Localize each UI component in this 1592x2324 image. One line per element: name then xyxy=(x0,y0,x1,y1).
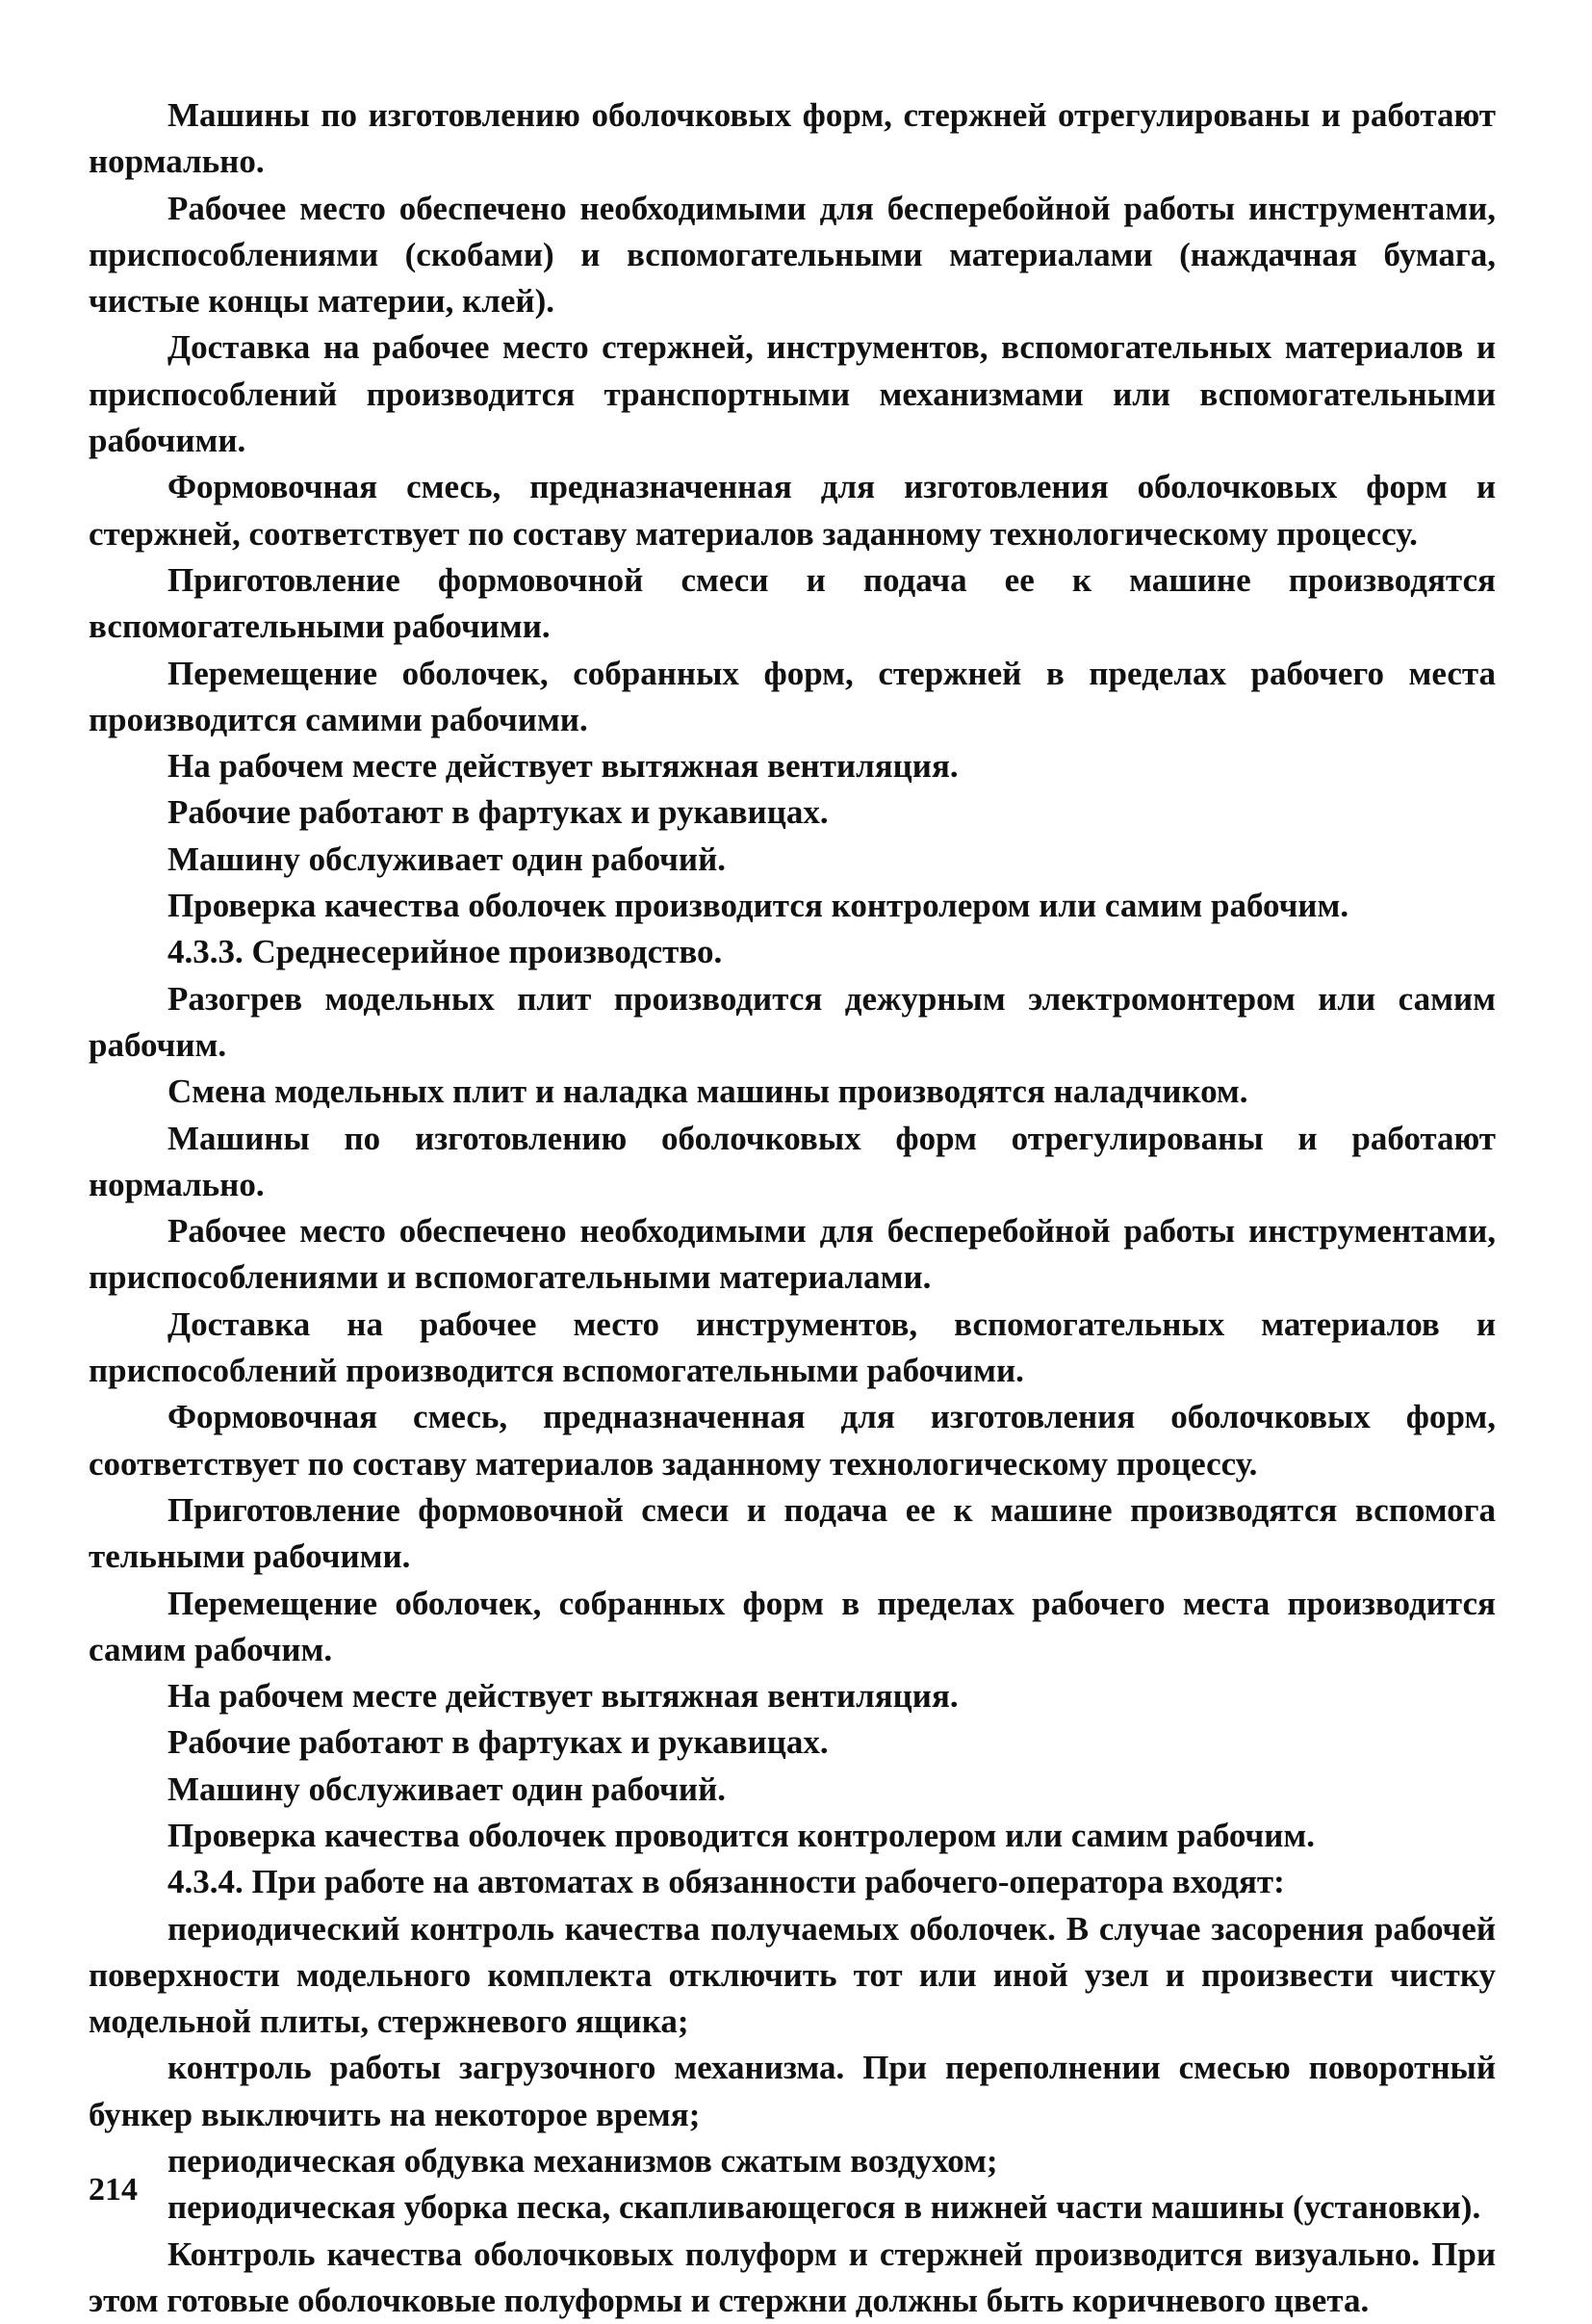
list-item: периодический контроль качества получаемых оболочек. В случае засорения рабочей поверхности модельного комплекта отключить тот или иной узел и произвести чистку модельной плиты, стержневого ящика; xyxy=(89,1909,1496,2041)
paragraph: На рабочем месте действует вытяжная вентиляция. xyxy=(167,747,959,786)
paragraph: Машину обслуживает один рабочий. xyxy=(167,1769,726,1808)
paragraph: Машины по изготовлению оболочковых форм, стержней отрегулированы и работают нормально. xyxy=(89,96,1496,181)
paragraph: Контроль качества оболочковых полуформ и стержней производится визуально. При этом готовые оболочковые полуформы и стержни должны быть коричневого цвета. xyxy=(89,2234,1496,2319)
paragraph: Рабочее место обеспечено необходимыми для бесперебойной работы инструментами, приспособлениями (скобами) и вспомогательными материалами (наждачная бумага, чистые концы материи, клей). xyxy=(89,189,1496,321)
paragraph: Рабочие работают в фартуках и рукавицах. xyxy=(167,793,829,832)
paragraph: Разогрев модельных плит производится дежурным электромонтером или самим рабочим. xyxy=(89,979,1496,1064)
paragraph: Смена модельных плит и наладка машины производятся наладчиком. xyxy=(167,1072,1248,1111)
paragraph: На рабочем месте действует вытяжная вентиляция. xyxy=(167,1677,959,1716)
paragraph: Рабочие работают в фартуках и рукавицах. xyxy=(167,1723,829,1762)
paragraph: Доставка на рабочее место стержней, инструментов, вспомогательных материалов и приспособлений производится транспортными механизмами или вспомогательными рабочими. xyxy=(89,328,1496,460)
paragraph: Проверка качества оболочек проводится контролером или самим рабочим. xyxy=(167,1816,1315,1854)
list-item: периодическая уборка песка, скапливающегося в нижней части машины (установки). xyxy=(167,2188,1481,2227)
section-heading: 4.3.4. При работе на автоматах в обязанности рабочего-оператора входят: xyxy=(167,1863,1285,1901)
paragraph: Перемещение оболочек, собранных форм в пределах рабочего места производится самим рабочим. xyxy=(89,1584,1496,1668)
paragraph: Машины по изготовлению оболочковых форм отрегулированы и работают нормально. xyxy=(89,1119,1496,1203)
paragraph: Машину обслуживает один рабочий. xyxy=(167,839,726,878)
paragraph: Формовочная смесь, предназначенная для изготовления оболочковых форм и стержней, соответствует по составу материалов заданному технологическому процессу. xyxy=(89,468,1496,553)
paragraph: Приготовление формовочной смеси и подача ее к машине производятся вспомога тельными рабочими. xyxy=(89,1490,1496,1576)
page-number: 214 xyxy=(89,2172,138,2208)
paragraph: Рабочее место обеспечено необходимыми для бесперебойной работы инструментами, приспособлениями и вспомогательными материалами. xyxy=(89,1212,1496,1297)
page-body xyxy=(89,92,1496,2324)
paragraph: Приготовление формовочной смеси и подача ее к машине производятся вспомогательными рабочими. xyxy=(89,560,1496,646)
paragraph: Перемещение оболочек, собранных форм, стержней в пределах рабочего места производится самими рабочими. xyxy=(89,654,1496,738)
paragraph: Формовочная смесь, предназначенная для изготовления оболочковых форм, соответствует по составу материалов заданному технологическому процессу. xyxy=(89,1398,1496,1483)
list-item: периодическая обдувка механизмов сжатым воздухом; xyxy=(167,2142,998,2181)
section-heading: 4.3.3. Среднесерийное производство. xyxy=(167,933,723,971)
list-item: контроль работы загрузочного механизма. При переполнении смесью поворотный бункер выключить на некоторое время; xyxy=(89,2049,1496,2133)
paragraph: Проверка качества оболочек производится контролером или самим рабочим. xyxy=(167,887,1349,925)
paragraph: Доставка на рабочее место инструментов, вспомогательных материалов и приспособлений производится вспомогательными рабочими. xyxy=(89,1304,1496,1390)
